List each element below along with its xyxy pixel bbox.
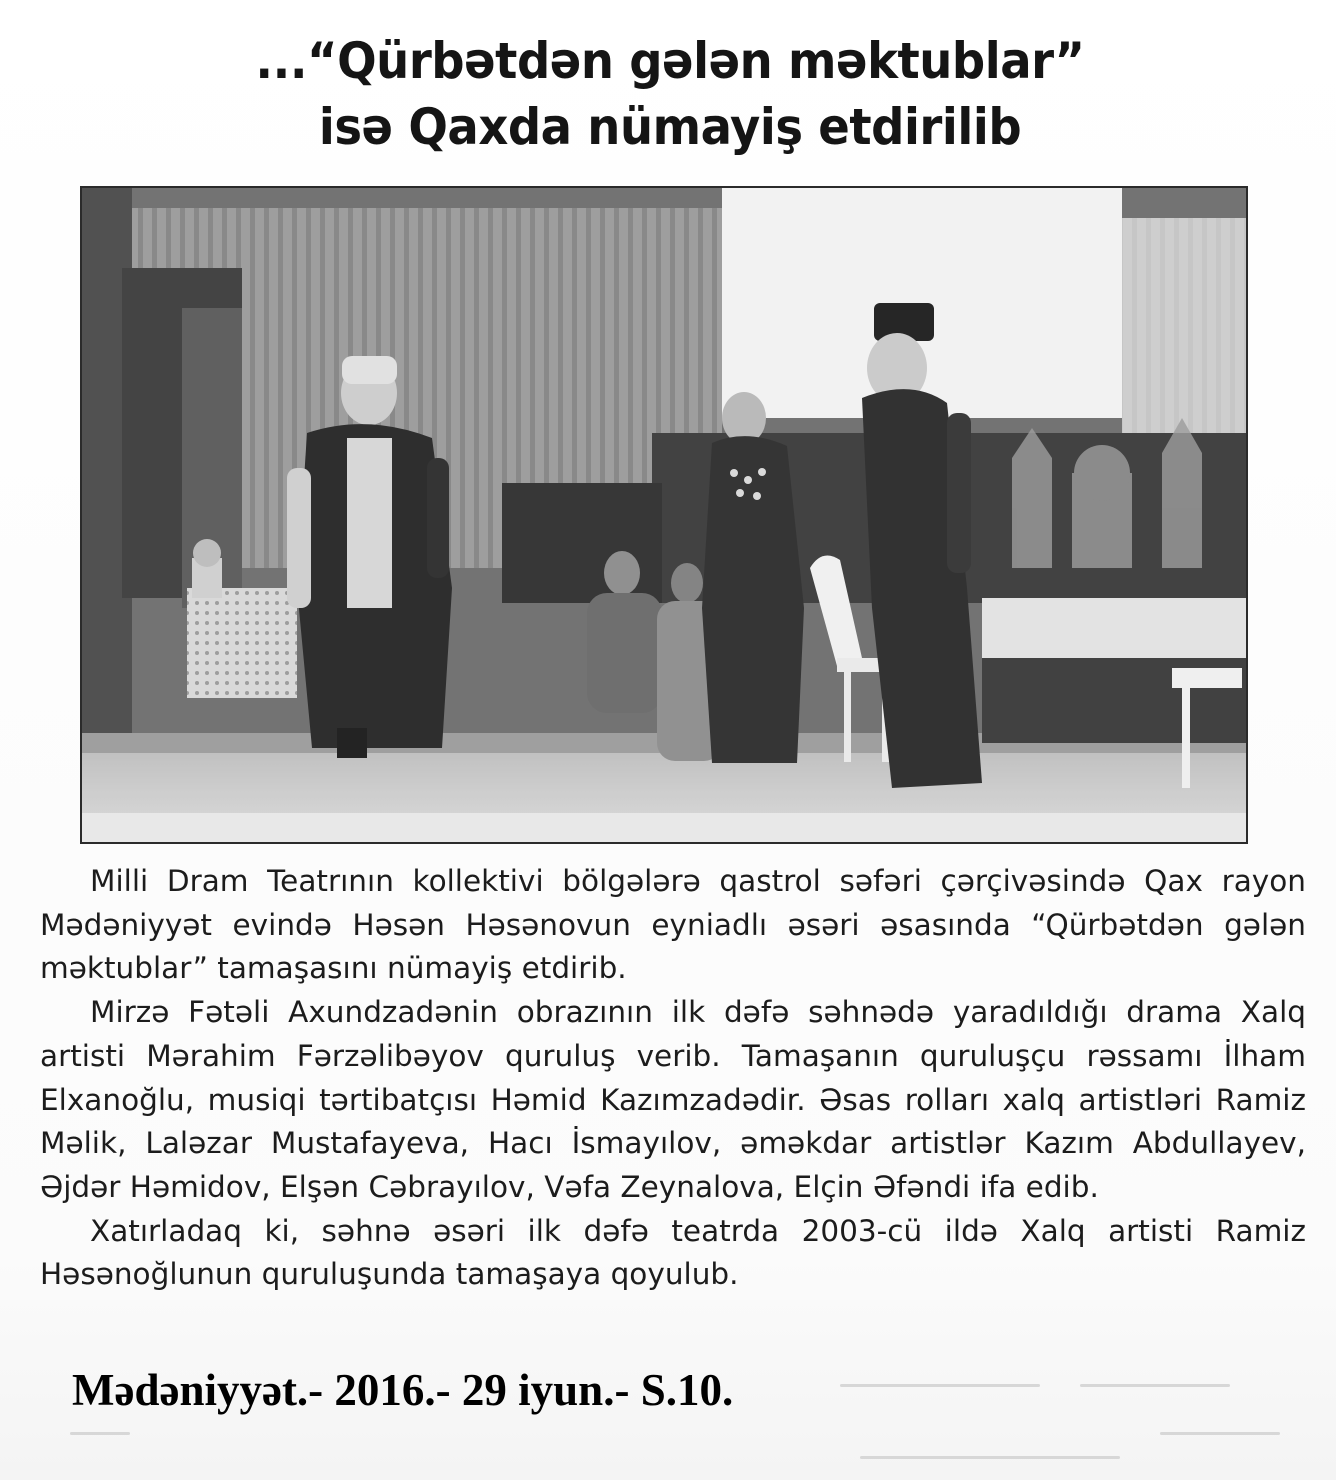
article-paragraph-2: Mirzə Fətəli Axundzadənin obrazının ilk dəfə səhnədə yaradıldığı drama Xalq artisti Mərahim Fərzəlibəyov quruluş verib. Tamaşanın quruluşçu rəssamı İlham Elxanoğlu, musiqi tərtibatçısı Həmid Kazımzadədir. Əsas rolları xalq artistləri Ramiz Məlik, Laləzar Mustafayeva, Hacı İsmayılov, əməkdar artistlər Kazım Abdullayev, Əjdər Həmidov, Elşən Cəbrayılov, Vəfa Zeynalova, Elçin Əfəndi ifa edib. (40, 995, 1306, 1204)
bleed-through-line (70, 1432, 130, 1435)
bleed-through-line (840, 1384, 1040, 1387)
headline-line-2: isə Qaxda nümayiş etdirilib (318, 98, 1022, 156)
photo-illustration (82, 188, 1246, 842)
headline-line-1: ...“Qürbətdən gələn məktublar” (255, 32, 1085, 90)
stage-performance-photo (80, 186, 1248, 844)
article-paragraph-1: Milli Dram Teatrının kollektivi bölgələrə qastrol səfəri çərçivəsində Qax rayon Mədəniyyət evində Həsən Həsənovun eyniadlı əsəri əsasında “Qürbətdən gələn məktublar” tamaşasını nümayiş etdirib. (40, 864, 1306, 986)
bleed-through-line (860, 1456, 1120, 1459)
article-paragraph-3: Xatırladaq ki, səhnə əsəri ilk dəfə teatrda 2003-cü ildə Xalq artisti Ramiz Həsənoğlunun quruluşunda tamaşaya qoyulub. (40, 1213, 1306, 1292)
source-citation: Mədəniyyət.- 2016.- 29 iyun.- S.10. (72, 1365, 734, 1415)
article-headline (233, 28, 1107, 160)
bleed-through-line (1080, 1384, 1230, 1387)
bleed-through-line (1160, 1432, 1280, 1435)
article-body (40, 860, 1306, 1297)
